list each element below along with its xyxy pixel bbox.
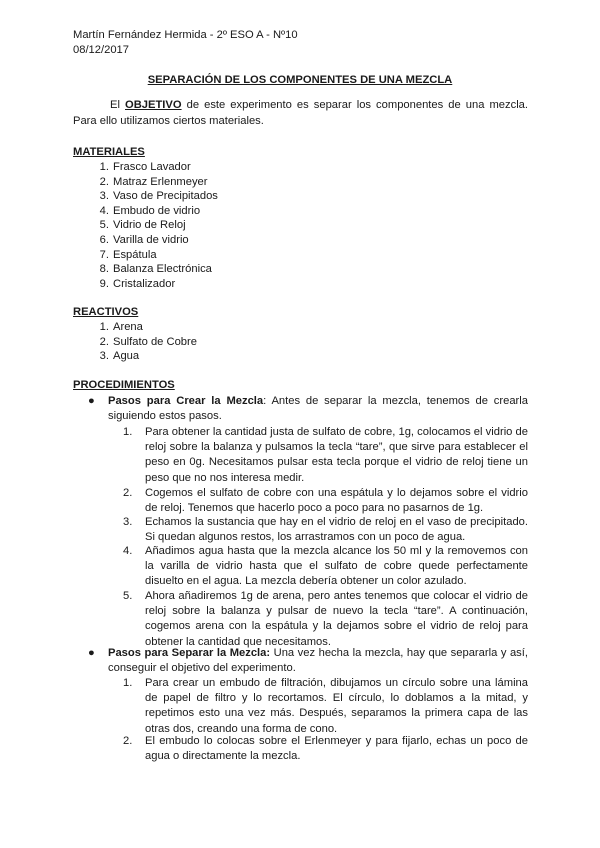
intro-pre: El: [110, 99, 125, 111]
separar-text: Una vez hecha la mezcla, hay que separarla y así, conseguir el objetivo del experimento.: [108, 647, 528, 675]
separar-step-2: 2. El embudo lo colocas sobre el Erlenmeyer y para fijarlo, echas un poco de agua o directamente la mezcla.: [123, 735, 528, 763]
list-item: 5. Vidrio de Reloj: [99, 219, 186, 232]
crear-step-5: 5. Ahora añadiremos 1g de arena, pero antes tenemos que colocar el vidrio de reloj sobre la balanza y pulsar de nuevo la tecla “tare”. A continuación, cogemos arena con la espátula y la dejamos sobre el vidrio de reloj para obtener la cantidad que necesitamos.: [123, 590, 528, 648]
author-line: Martín Fernández Hermida - 2º ESO A - Nº10: [73, 29, 298, 41]
intro-paragraph: [73, 98, 528, 129]
crear-step-2: 2. Cogemos el sulfato de cobre con una espátula y lo dejamos sobre el vidrio de reloj. Tenemos que hacerlo poco a poco para no pasarnos de 1g.: [123, 487, 528, 515]
list-item: 1. Frasco Lavador: [99, 161, 191, 173]
list-item: 9. Cristalizador: [99, 277, 176, 290]
separar-step-1: 1. Para crear un embudo de filtración, dibujamos un círculo sobre una lámina de papel de filtro y lo recortamos. El círculo, lo doblamos a la mitad, y repetimos esto una vez más. Después, separamos la primera capa de las otras dos, creando una forma de cono.: [123, 677, 528, 735]
bullet-icon: ●: [88, 395, 95, 407]
reactivos-list: [99, 320, 197, 364]
crear-label: Pasos para Crear la Mezcla: [108, 395, 264, 407]
materiales-heading: MATERIALES: [73, 146, 145, 158]
list-item: 6. Varilla de vidrio: [99, 233, 189, 246]
crear-bullet: [88, 394, 528, 424]
separar-bullet: [88, 646, 528, 676]
document-header: [73, 28, 298, 58]
crear-text: : Antes de separar la mezcla, tenemos de crearla siguiendo estos pasos.: [108, 395, 528, 423]
date: 08/12/2017: [73, 44, 129, 56]
list-item: 1. Arena: [99, 321, 143, 333]
list-item: 8. Balanza Electrónica: [99, 263, 212, 276]
crear-step-1: 1. Para obtener la cantidad justa de sulfato de cobre, 1g, colocamos el vidrio de reloj sobre la balanza y pulsamos la tecla “tare”, que sirve para establecer el peso en 0g. Necesitamos pulsar esta tecla porque el vidrio de reloj tiene un peso que no nos interesa medir.: [123, 426, 528, 484]
intro-keyword: OBJETIVO: [125, 99, 182, 111]
document-title: SEPARACIÓN DE LOS COMPONENTES DE UNA MEZCLA: [147, 74, 453, 86]
crear-step-4: 4. Añadimos agua hasta que la mezcla alcance los 50 ml y la removemos con la varilla de vidrio hasta que el sulfato de cobre quede perfectamente disuelto en el agua. La mezcla debería obtener un color azulado.: [123, 545, 528, 588]
bullet-icon: ●: [88, 647, 95, 659]
materiales-list: [99, 160, 218, 291]
procedimientos-heading: PROCEDIMIENTOS: [73, 379, 175, 391]
intro-post: de este experimento es separar los componentes de una mezcla. Para ello utilizamos ciertos materiales.: [73, 99, 529, 127]
list-item: 3. Agua: [99, 350, 140, 363]
list-item: 4. Embudo de vidrio: [99, 204, 201, 217]
reactivos-heading: REACTIVOS: [73, 306, 139, 318]
list-item: 2. Sulfato de Cobre: [99, 335, 197, 348]
separar-label: Pasos para Separar la Mezcla:: [108, 647, 271, 659]
list-item: 3. Vaso de Precipitados: [99, 190, 218, 203]
crear-step-3: 3. Echamos la sustancia que hay en el vidrio de reloj en el vaso de precipitado. Si quedan algunos restos, los arrastramos con un poco de agua.: [123, 516, 528, 544]
list-item: 7. Espátula: [99, 248, 157, 261]
list-item: 2. Matraz Erlenmeyer: [99, 175, 208, 188]
